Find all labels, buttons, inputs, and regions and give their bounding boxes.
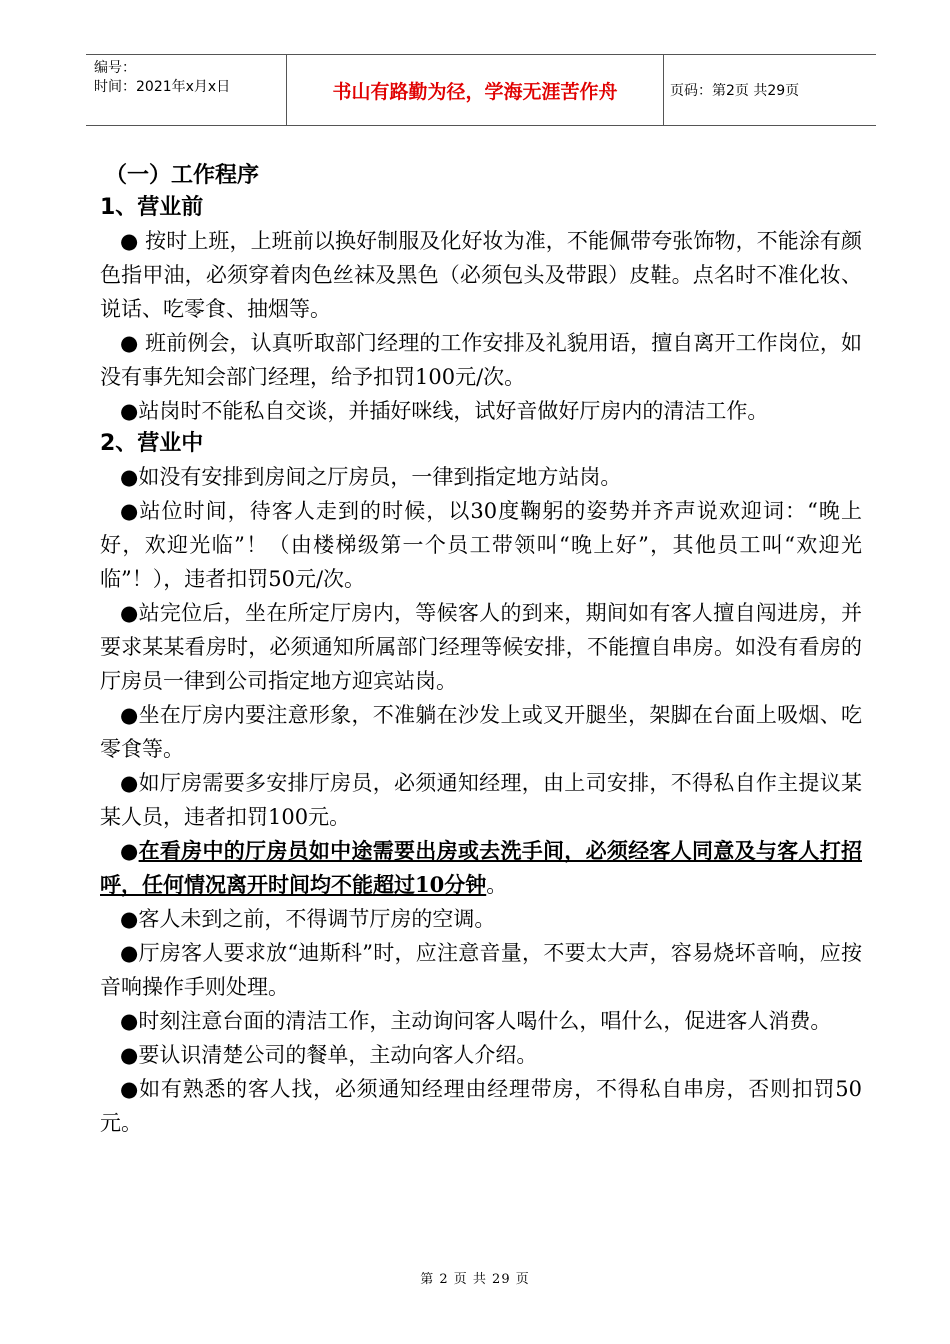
header-meta bbox=[94, 59, 230, 97]
paragraph: ●如有熟悉的客人找，必须通知经理由经理带房，不得私自串房，否则扣罚50元。 bbox=[100, 1077, 862, 1135]
paragraph: ●要认识清楚公司的餐单，主动向客人介绍。 bbox=[120, 1043, 538, 1067]
bullet: ● bbox=[120, 838, 139, 863]
page-header bbox=[86, 54, 876, 126]
paragraph: ●站位时间，待客人走到的时候，以30度鞠躬的姿势并齐声说欢迎词：“晚上好，欢迎光临”！（由楼梯级第一个员工带领叫“晚上好”，其他员工叫“欢迎光临”！），违者扣罚50元/次。 bbox=[100, 499, 862, 591]
paragraph: ●如厅房需要多安排厅房员，必须通知经理，由上司安排，不得私自作主提议某某人员，违者扣罚100元。 bbox=[100, 771, 862, 829]
paragraph: ●站岗时不能私自交谈，并插好咪线，试好音做好厅房内的清洁工作。 bbox=[120, 399, 769, 423]
paragraph: ●站完位后，坐在所定厅房内，等候客人的到来，期间如有客人擅自闯进房，并要求某某看房时，必须通知所属部门经理等候安排，不能擅自串房。如没有看房的厅房员一律到公司指定地方迎宾站岗。 bbox=[100, 601, 862, 693]
time-label: 时间：2021年x月x日 bbox=[94, 79, 231, 95]
document-body bbox=[100, 160, 862, 1140]
emphasized-paragraph bbox=[100, 834, 862, 902]
paragraph: ● 班前例会，认真听取部门经理的工作安排及礼貌用语，擅自离开工作岗位，如没有事先知会部门经理，给予扣罚100元/次。 bbox=[100, 331, 862, 389]
number-label: 编号： bbox=[94, 60, 136, 76]
subsection-during-business: 2、营业中 bbox=[100, 431, 204, 456]
paragraph: ●时刻注意台面的清洁工作，主动询问客人喝什么，唱什么，促进客人消费。 bbox=[120, 1009, 832, 1033]
page-footer: 第 2 页 共 29 页 bbox=[420, 1272, 530, 1287]
paragraph: ●客人未到之前，不得调节厅房的空调。 bbox=[120, 907, 496, 931]
paragraph: ● 按时上班，上班前以换好制服及化好妆为准，不能佩带夸张饰物，不能涂有颜色指甲油，必须穿着肉色丝袜及黑色（必须包头及带跟）皮鞋。点名时不准化妆、说话、吃零食、抽烟等。 bbox=[100, 229, 862, 321]
paragraph: ●厅房客人要求放“迪斯科”时，应注意音量，不要太大声，容易烧坏音响，应按音响操作手则处理。 bbox=[100, 941, 862, 999]
emphasized-rule-text: 在看房中的厅房员如中途需要出房或去洗手间，必须经客人同意及与客人打招呼，任何情况离开时间均不能超过10分钟 bbox=[100, 838, 862, 897]
header-motto: 书山有路勤为径，学海无涯苦作舟 bbox=[286, 55, 664, 125]
sentence-end: 。 bbox=[486, 873, 508, 897]
paragraph: ●如没有安排到房间之厅房员，一律到指定地方站岗。 bbox=[120, 465, 622, 489]
subsection-before-business: 1、营业前 bbox=[100, 195, 204, 220]
section-title: （一）工作程序 bbox=[105, 163, 260, 188]
header-page-label: 页码：第2页 共29页 bbox=[670, 83, 800, 99]
paragraph: ●坐在厅房内要注意形象，不准躺在沙发上或叉开腿坐，架脚在台面上吸烟、吃零食等。 bbox=[100, 703, 862, 761]
